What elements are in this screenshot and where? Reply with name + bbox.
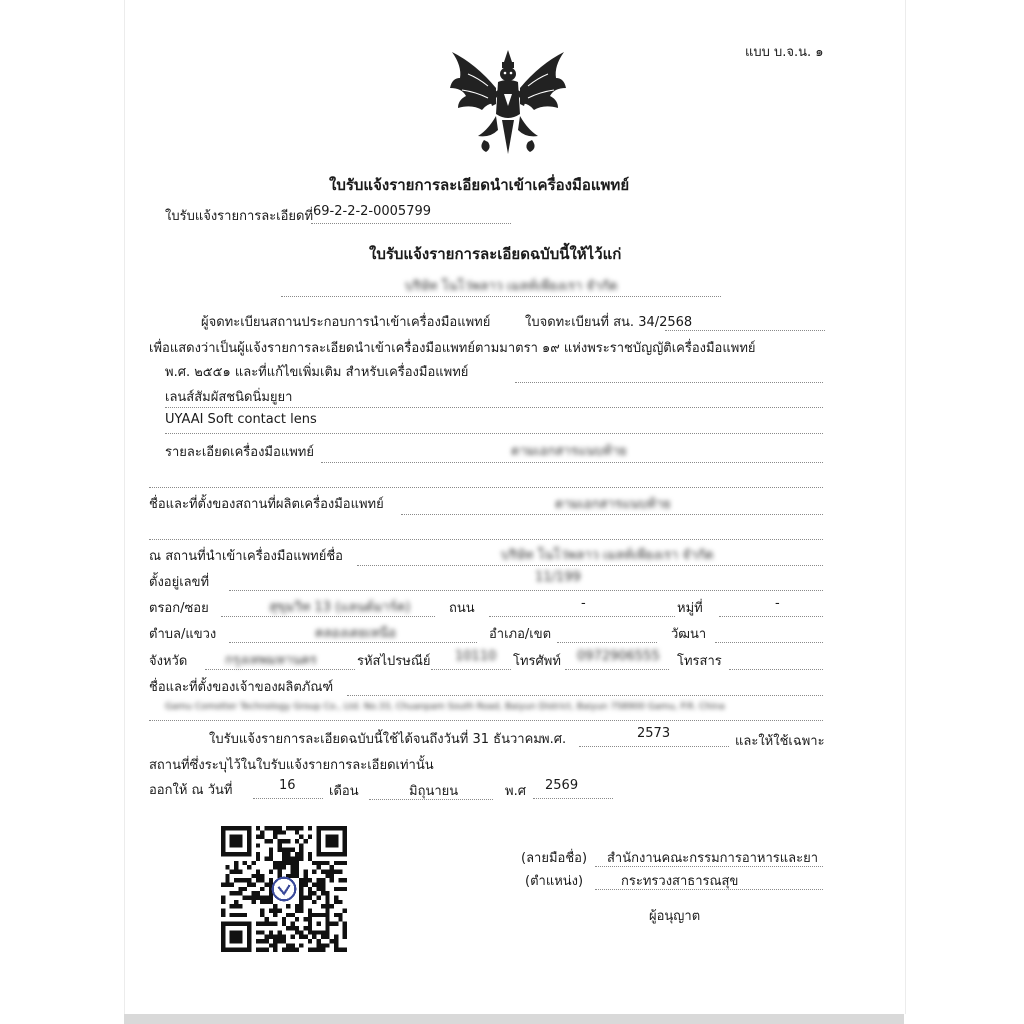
district-label: อำเภอ/เขต (489, 627, 552, 642)
month-label: เดือน (329, 784, 359, 799)
statement-line2: พ.ศ. ๒๕๕๑ และที่แก้ไขเพิ่มเติม สำหรับเครื่องมือแพทย์ (165, 365, 469, 380)
authority-title: ผู้อนุญาต (649, 909, 701, 924)
phone-label: โทรศัพท์ (513, 654, 561, 669)
valid-until-text: ใบรับแจ้งรายการละเอียดฉบับนี้ใช้ได้จนถึงวันที่ 31 ธันวาคม (209, 732, 542, 747)
notice-number-value: 69-2-2-2-0005799 (313, 204, 432, 219)
position-label: (ตำแหน่ง) (525, 874, 584, 889)
scope-text: สถานที่ซึ่งระบุไว้ในใบรับแจ้งรายการละเอียดเท่านั้น (149, 758, 434, 773)
detail-value: ตามเอกสารแนบท้าย (511, 444, 627, 459)
address-no-label: ตั้งอยู่เลขที่ (149, 575, 210, 590)
position-dots (595, 889, 823, 890)
detail-dots (321, 462, 823, 463)
notice-number-dots (311, 223, 511, 224)
only-text: และให้ใช้เฉพาะ (735, 734, 825, 749)
company-dots (281, 296, 721, 297)
district-value-dots (715, 642, 823, 643)
fax-label: โทรสาร (677, 654, 722, 669)
issued-year-dots (533, 798, 613, 799)
address-no-value: 11/199 (535, 570, 581, 585)
road-label: ถนน (449, 601, 475, 616)
moo-dots (719, 616, 823, 617)
moo-value: - (775, 596, 780, 611)
phone-dots (565, 669, 669, 670)
form-code: แบบ บ.จ.น. ๑ (745, 45, 824, 60)
license-number: ใบจดทะเบียนที่ สน. 34/2568 (525, 315, 693, 330)
company-name: บริษัท โนโว่พลาว เมลท์เพียงเรา จำกัด (405, 279, 618, 294)
import-site-label: ณ สถานที่นำเข้าเครื่องมือแพทย์ชื่อ (149, 549, 343, 564)
issued-to-heading: ใบรับแจ้งรายการละเอียดฉบับนี้ให้ไว้แก่ (369, 245, 622, 263)
moo-label: หมู่ที่ (677, 601, 703, 616)
owner-dots (347, 695, 823, 696)
license-dots (665, 330, 825, 331)
fax-dots (729, 669, 823, 670)
issued-day-dots (253, 798, 323, 799)
postal-label: รหัสไปรษณีย์ (357, 654, 431, 669)
valid-be-label: พ.ศ. (541, 732, 567, 747)
qr-code-icon (221, 826, 347, 952)
issued-month: มิถุนายน (409, 784, 459, 799)
subdistrict-value: คลองเตยเหนือ (315, 626, 397, 641)
owner-value-dots (149, 720, 823, 721)
owner-label: ชื่อและที่ตั้งของเจ้าของผลิตภัณฑ์ (149, 680, 334, 695)
registrant-text: ผู้จดทะเบียนสถานประกอบการนำเข้าเครื่องมือแพทย์ (201, 315, 491, 330)
owner-value: Gamu Comotter Technology Group Co., Ltd. No.33, Chuanpam South Road, Baiyun District, Baiyun 758900 Gamu, P.R. China (165, 702, 725, 712)
district-value: วัฒนา (671, 627, 707, 642)
statement-dots (515, 382, 823, 383)
device-name-en: UYAAI Soft contact lens (165, 412, 317, 427)
issued-label: ออกให้ ณ วันที่ (149, 783, 233, 798)
document-page (124, 0, 906, 1014)
province-label: จังหวัด (149, 654, 188, 669)
address-no-dots (229, 590, 823, 591)
manufacturer-dots-2 (149, 539, 823, 540)
garuda-emblem-icon (448, 44, 568, 160)
issued-be-label: พ.ศ (505, 784, 526, 799)
valid-year-dots (579, 746, 729, 747)
device-th-dots (165, 407, 823, 408)
manufacturer-dots (401, 514, 823, 515)
detail-label: รายละเอียดเครื่องมือแพทย์ (165, 445, 314, 460)
subdistrict-label: ตำบล/แขวง (149, 627, 217, 642)
device-name-th: เลนส์สัมผัสชนิดนิ่มยูยา (165, 390, 293, 405)
valid-year: 2573 (637, 726, 671, 741)
issued-day: 16 (279, 778, 296, 793)
notice-number-label: ใบรับแจ้งรายการละเอียดที่ (165, 209, 314, 224)
road-dots (489, 616, 675, 617)
province-dots (205, 669, 355, 670)
postal-value: 10110 (455, 649, 497, 664)
document-title: ใบรับแจ้งรายการละเอียดนำเข้าเครื่องมือแพทย์ (329, 176, 630, 194)
import-site-value: บริษัท โนโว่พลาว เมลท์เพียงเรา จำกัด (501, 548, 714, 563)
postal-dots (431, 669, 511, 670)
manufacturer-label: ชื่อและที่ตั้งของสถานที่ผลิตเครื่องมือแพทย์ (149, 497, 384, 512)
soi-value: สุขุมวิท 13 (แลนด์มาร์ค) (269, 600, 411, 615)
sign-label: (ลายมือชื่อ) (521, 851, 588, 866)
import-site-dots (357, 565, 823, 566)
detail-dots-2 (149, 487, 823, 488)
soi-label: ตรอก/ซอย (149, 601, 209, 616)
soi-dots (221, 616, 435, 617)
road-value: - (581, 596, 586, 611)
issued-year: 2569 (545, 778, 579, 793)
province-value: กรุงเทพมหานคร (225, 653, 317, 668)
device-en-dots (165, 433, 823, 434)
manufacturer-value: ตามเอกสารแนบท้าย (555, 497, 671, 512)
subdistrict-dots (229, 642, 477, 643)
issued-month-dots (369, 799, 493, 800)
sign-value: สำนักงานคณะกรรมการอาหารและยา (607, 851, 819, 866)
statement-line1: เพื่อแสดงว่าเป็นผู้แจ้งรายการละเอียดนำเข้าเครื่องมือแพทย์ตามมาตรา ๑๙ แห่งพระราชบัญญัติเครื่องมือแพทย์ (149, 341, 756, 356)
phone-value: 0972906555 (577, 649, 660, 664)
sign-dots (595, 866, 823, 867)
page-bottom-edge (124, 1014, 904, 1024)
position-value: กระทรวงสาธารณสุข (621, 874, 739, 889)
district-dots (557, 642, 657, 643)
